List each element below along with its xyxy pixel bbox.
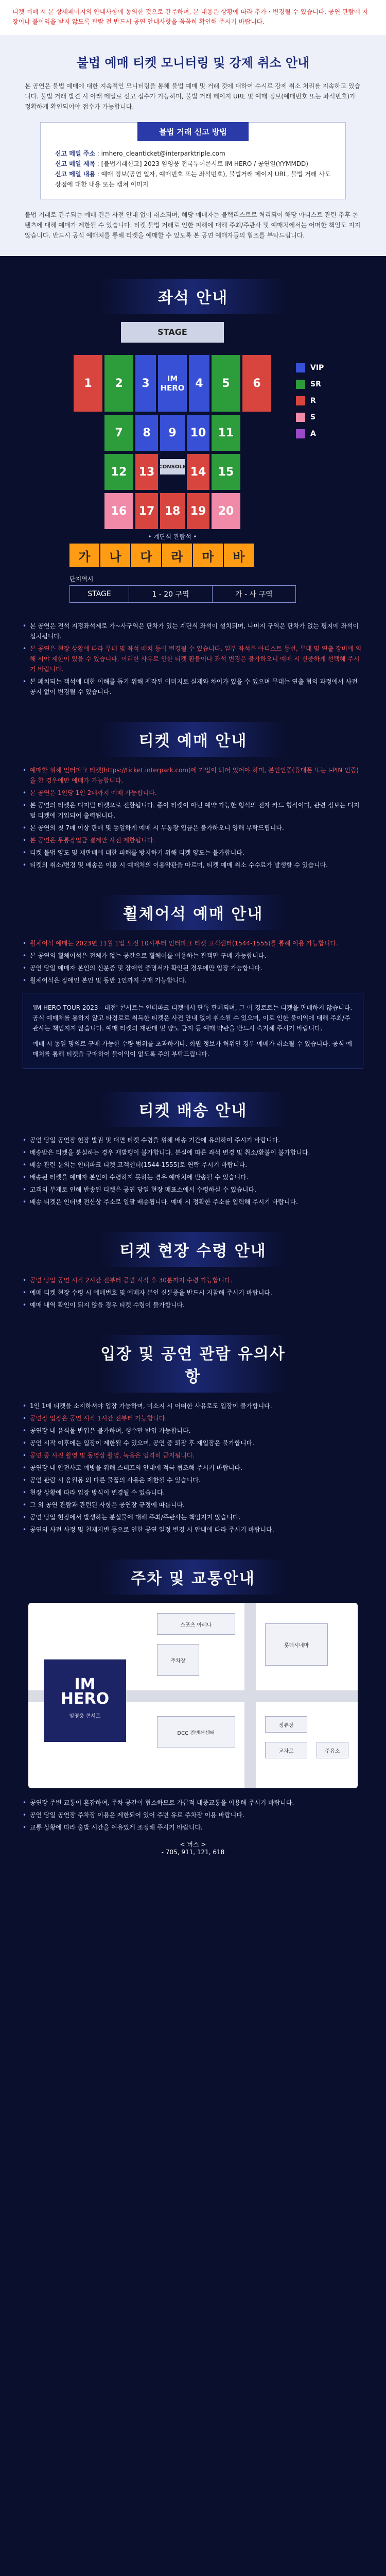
seat-block-4[interactable]: 4 [189, 355, 209, 412]
ticket-item: • 본 공연의 첫 7매 이상 판매 및 동일하게 예매 시 무통장 입금은 불가하오니 양해 부탁드립니다. [23, 823, 363, 833]
logo-text: HERO [60, 1690, 110, 1708]
entry-item: • 공연장 내 안전사고 예방을 위해 스태프의 안내에 적극 협조해 주시기 바랍니다. [23, 1463, 363, 1473]
pickup-item: • 공연 당일 공연 시작 2시간 전부터 공연 시작 후 30분까지 수령 가능합니다. [23, 1275, 363, 1285]
wheelchair-box-text: 'IM HERO TOUR 2023 - 대전' 콘서트는 인터파크 티켓에서 단독 판매되며, 그 이 경로로는 티켓을 판매하지 않습니다. 공식 예매처를 통하지 않고 타경로로 취득한 티켓은 사전 안내 없이 취소될 수 있으며, 이로 인한 불이익에 대해 주최/주관사는 책임지지 않습니다. 예매 티켓의 재판매 및 양도 금지 등 예매 약관을 반드시 숙지해 주시기 바랍니다. [32, 1004, 353, 1032]
pickup-item: • 예매 티켓 현장 수령 시 예매번호 및 예매자 본인 신분증을 반드시 지참해 주시기 바랍니다. [23, 1287, 363, 1298]
map-place: 주차장 [157, 1644, 199, 1676]
map-place: 정류장 [265, 1716, 307, 1733]
delivery-item: • 배송된 티켓을 예매자 본인이 수령하지 못하는 경우 예매처에 반송될 수 있습니다. [23, 1172, 363, 1182]
seat-block-14[interactable]: 14 [187, 454, 209, 490]
stand-block-da[interactable]: 다 [131, 544, 161, 567]
wheelchair-item: • 공연 당일 예매자 본인의 신분증 및 장애인 증명서가 확인된 경우에만 입장 가능합니다. [23, 963, 363, 973]
legend-s [296, 413, 332, 422]
entry-item: • 공연장 입장은 공연 시작 1시간 전부터 가능합니다. [23, 1413, 363, 1423]
seat-block-11[interactable]: 11 [212, 415, 240, 451]
seat-block-19[interactable]: 19 [187, 493, 209, 529]
ticket-section-title: 티켓 예매 안내 [100, 722, 286, 757]
pickup-section [0, 1209, 386, 1310]
seat-block-6[interactable]: 6 [242, 355, 271, 412]
wheelchair-item: • 휠체어석은 장애인 본인 및 동반 1인까지 구매 가능합니다. [23, 975, 363, 986]
map-place: 스포츠 아레나 [157, 1613, 235, 1635]
wheelchair-section-title: 휠체어석 예매 안내 [100, 895, 286, 930]
seat-map [49, 322, 337, 611]
delivery-section-title: 티켓 배송 안내 [100, 1092, 286, 1127]
map-place: DCC 컨벤션센터 [157, 1716, 235, 1748]
entry-item: • 공연 관람 시 응원봉 외 다른 물품의 사용은 제한될 수 있습니다. [23, 1475, 363, 1485]
seat-note: • 본 공연은 전석 지정좌석제로 가~사구역은 단차가 있는 계단식 좌석이 설치되며, 나머지 구역은 단차가 없는 평지에 좌석이 설치됩니다. [23, 621, 363, 641]
entry-item: • 공연의 사전 사정 및 천재지변 등으로 인한 공연 일정 변경 시 안내에 따라 주시기 바랍니다. [23, 1524, 363, 1535]
wheelchair-box-foot: 예매 시 동일 명의로 구매 가능한 수량 범위를 초과하거나, 회원 정보가 허위인 경우 예매가 취소될 수 있습니다. 공식 예매처를 통해 티켓을 구매하여 불이익이 없도록 주의 부탁드립니다. [32, 1040, 353, 1058]
seat-block-17[interactable]: 17 [135, 493, 158, 529]
location-notes [23, 1798, 363, 1833]
logo-text: IM [74, 1675, 96, 1693]
bus-label: < 버스 > [180, 1841, 206, 1848]
seat-block-12[interactable]: 12 [104, 454, 133, 490]
row-key: 신고 메일 주소 [55, 150, 95, 157]
pickup-list [23, 1275, 363, 1310]
row-value: 예매 정보(공연 일자, 예매번호 또는 좌석번호), 불법거래 페이지 URL, 불법 거래 사도 장점에 대한 내용 또는 캡쳐 이미지 [55, 171, 331, 188]
illegal-ticket-notice [0, 35, 386, 256]
seat-notes [23, 621, 363, 697]
location-note: • 공연 당일 공연장 주차장 이용은 제한되어 있어 주변 유료 주차장 이용 바랍니다. [23, 1810, 363, 1820]
entry-item: • 공연장 내 음식물 반입은 불가하며, 생수만 반입 가능합니다. [23, 1426, 363, 1436]
seat-block-13[interactable]: 13 [135, 454, 158, 490]
illegal-notice-footer: 불법 거래로 간주되는 예매 건은 사전 안내 없이 취소되며, 해당 예매자는 블랙리스트로 처리되어 해당 아티스트 관련 추후 콘텐츠에 대해 예매가 제한될 수 있습니다. 티켓 불법 거래로 인한 피해에 대해 주최/주관사 및 예매처에서는 어떠한 책임도 지지 않습니다. 반드시 공식 예매처를 통해 티켓을 예매할 수 있도록 본 공연 예매자들의 협조를 부탁드립니다. [25, 211, 361, 239]
stand-block-ra[interactable]: 라 [162, 544, 192, 567]
illegal-notice-title: 불법 예매 티켓 모니터링 및 강제 취소 안내 [76, 56, 310, 70]
pickup-item: • 예매 내역 확인이 되지 않을 경우 티켓 수령이 불가합니다. [23, 1300, 363, 1310]
entry-item: • 공연 당일 현장에서 발생하는 분실물에 대해 주최/주관사는 책임지지 않습니다. [23, 1512, 363, 1522]
console: CONSOLE [160, 459, 185, 474]
seat-height-table [69, 574, 296, 603]
legend-a [296, 429, 332, 438]
location-section-title: 주차 및 교통안내 [100, 1560, 286, 1595]
seat-block-7[interactable]: 7 [104, 415, 133, 451]
stand-block-ba[interactable]: 바 [224, 544, 254, 567]
report-method-box [40, 122, 346, 199]
seat-block-5[interactable]: 5 [212, 355, 240, 412]
ticket-item: • 본 공연은 무통장입금 결제만 사전 제한됩니다. [23, 835, 363, 845]
table-cell: 1 - 20 구역 [129, 586, 213, 603]
entry-list [23, 1401, 363, 1535]
ticket-item: • 본 공연의 티켓은 디지털 티켓으로 전환됩니다. 종이 티켓이 아닌 예약 가능한 형식의 전자 카드 형식이며, 관련 정보는 디지털 티켓에 기입되어 출력됩니다. [23, 800, 363, 821]
map-place: 롯데시네마 [265, 1623, 328, 1666]
delivery-item: • 배송받은 티켓을 분실하는 경우 재발행이 불가합니다. 분실에 따른 좌석 변경 및 취소/환불이 불가합니다. [23, 1147, 363, 1158]
legend-label: SR [310, 380, 321, 388]
height-table [69, 585, 296, 603]
legend-vip [296, 363, 332, 372]
seat-legend [296, 363, 332, 446]
delivery-item: • 배송 관련 문의는 인터파크 티켓 고객센터(1544-1555)로 연락 주시기 바랍니다. [23, 1160, 363, 1170]
ticket-section [0, 699, 386, 870]
entry-section-title: 입장 및 공연 관람 유의사항 [100, 1335, 286, 1393]
report-row-subject: 신고 메일 제목 : [불법거래신고] 2023 임영웅 전국투어콘서트 IM HERO / 공연일(YYMMDD) [55, 160, 308, 167]
stage-logo: IM HERO [158, 355, 187, 412]
location-note: • 공연장 주변 교통이 혼잡하여, 주차 공간이 협소하므로 가급적 대중교통을 이용해 주시기 바랍니다. [23, 1798, 363, 1808]
entry-item: • 공연 시작 이후에는 입장이 제한될 수 있으며, 공연 중 퇴장 후 재입장은 불가합니다. [23, 1438, 363, 1448]
legend-r [296, 396, 332, 405]
pickup-section-title: 티켓 현장 수령 안내 [100, 1232, 286, 1267]
seat-note: • 본 패치되는 객석에 대한 이해를 돕기 위해 제작된 이미지로 실제와 차이가 있을 수 있으며 무대는 연출 협의 과정에서 사전 공지 없이 변경될 수 있습니다. [23, 676, 363, 697]
seat-block-9[interactable]: 9 [160, 415, 185, 451]
row-value: [불법거래신고] 2023 임영웅 전국투어콘서트 IM HERO / 공연일(YYMMDD) [101, 160, 308, 167]
legend-label: S [310, 413, 316, 421]
wheelchair-section [0, 872, 386, 1069]
seat-note: • 본 공연은 현장 상황에 따라 무대 및 좌석 배치 등이 변경될 수 있습니다. 일부 좌석은 아티스트 동선, 무대 및 연출 장비에 의해 시야 제한이 있을 수 있습니다. 이러한 사유로 인한 티켓 환불이나 좌석 변경은 불가하오니 예매 시 신중하게 선택해 주시기 바랍니다. [23, 643, 363, 674]
wheelchair-box [23, 993, 363, 1069]
report-email-link[interactable]: imhero_cleanticket@interparktriple.com [101, 150, 225, 157]
report-row-content: 신고 메일 내용 : 예매 정보(공연 일자, 예매번호 또는 좌석번호), 불법거래 페이지 URL, 불법 거래 사도 장점에 대한 내용 또는 캡쳐 이미지 [55, 171, 331, 188]
seat-block-1[interactable]: 1 [74, 355, 102, 412]
row-key: 신고 메일 제목 [55, 160, 95, 167]
illegal-notice-body: 본 공연은 불법 예매에 대한 지속적인 모니터링을 통해 불법 예매 및 거래 것에 대하여 수시로 강제 취소 처리를 지속하고 있습니다. 불법 거래 발견 시 아래 메일로 신고 접수가 가능하며, 불법 거래 페이지 URL 및 예매 정보(예매번호 또는 좌석번호)가 정확하게 확인되어야 접수가 가능합니다. [25, 82, 361, 110]
ticket-list [23, 765, 363, 870]
ticket-item: • 티켓 불법 양도 및 재판매에 대한 피해를 방지하기 위해 티켓 양도는 불가합니다. [23, 848, 363, 858]
location-section [0, 1537, 386, 1856]
seat-block-2[interactable]: 2 [104, 355, 133, 412]
stand-block-na[interactable]: 나 [100, 544, 130, 567]
standing-label: • 계단식 관람석 • [148, 533, 197, 540]
delivery-item: • 고객의 부재로 인해 반송된 티켓은 공연 당일 현장 매표소에서 수령하실 수 있습니다. [23, 1184, 363, 1195]
table-caption: 단지역시 [69, 575, 94, 583]
bus-lines: - 705, 911, 121, 618 [161, 1849, 225, 1856]
wheelchair-item: • 본 공연의 휠체어석은 전체가 없는 공간으로 휠체어를 이용하는 관객만 구매 가능합니다. [23, 951, 363, 961]
entry-item: • 1인 1매 티켓을 소지하셔야 입장 가능하며, 미소지 시 어떠한 사유로도 입장이 불가합니다. [23, 1401, 363, 1411]
stand-block-ga[interactable]: 가 [69, 544, 99, 567]
table-cell: 가 - 사 구역 [212, 586, 295, 603]
concert-logo [44, 1659, 126, 1742]
delivery-section [0, 1069, 386, 1207]
report-row-email: 신고 메일 주소 : imhero_cleanticket@interparktriple.com [55, 150, 225, 157]
top-warning [0, 0, 386, 35]
map-place: 주유소 [317, 1742, 348, 1758]
wheelchair-list [23, 938, 363, 986]
stand-row [69, 544, 255, 567]
stand-block-ma[interactable]: 마 [193, 544, 223, 567]
seat-block-3[interactable]: 3 [135, 355, 156, 412]
seat-block-18[interactable]: 18 [160, 493, 185, 529]
table-cell: STAGE [70, 586, 129, 603]
entry-section [0, 1312, 386, 1535]
entry-item: • 공연 중 사진 촬영 및 동영상 촬영, 녹음은 엄격히 금지됩니다. [23, 1450, 363, 1461]
top-warning-text: 티켓 예매 시 본 상세페이지의 안내사항에 동의한 것으로 간주하며, 본 내용은 상황에 따라 추가・변경될 수 있습니다. 공연 관람에 지장이나 불이익을 받지 않도록 관람 전 반드시 공연 안내사항을 꼼꼼히 확인해 주시기 바랍니다. [12, 8, 369, 25]
legend-label: A [310, 430, 316, 438]
delivery-item: • 배송 티켓은 인터넷 전산상 주소로 일괄 배송됩니다. 예매 시 정확한 주소를 입력해 주시기 바랍니다. [23, 1197, 363, 1207]
entry-item: • 그 외 공연 관람과 관련된 사항은 공연장 규정에 따릅니다. [23, 1500, 363, 1510]
delivery-list [23, 1135, 363, 1207]
logo-subtext: 임영웅 콘서트 [69, 1714, 101, 1719]
entry-item: • 현장 상황에 따라 입장 방식이 변경될 수 있습니다. [23, 1487, 363, 1498]
seat-block-20[interactable]: 20 [212, 493, 240, 529]
seat-block-8[interactable]: 8 [135, 415, 158, 451]
legend-label: VIP [310, 364, 324, 372]
seat-section-title: 좌석 안내 [100, 279, 286, 314]
wheelchair-item: • 휠체어석 예매는 2023년 11월 1일 오전 10시부터 인터파크 티켓 고객센터(1544-1555)를 통해 이용 가능합니다. [23, 938, 363, 948]
ticket-item: • 예매할 위해 인터파크 티켓(https://ticket.interpark.com)에 가입이 되어 있어야 하며, 본인인증(휴대폰 또는 I-PIN 인증)을 한 경우에만 예매가 가능합니다. [23, 765, 363, 786]
map-road [244, 1603, 256, 1788]
ticket-item: • 본 공연은 1인당 1인 2매까지 예매 가능합니다. [23, 788, 363, 798]
seat-section [0, 256, 386, 697]
report-method-title: 불법 거래 신고 방법 [137, 122, 249, 141]
location-note: • 교통 상황에 따라 출발 시간을 여유있게 조정해 주시기 바랍니다. [23, 1822, 363, 1833]
row-key: 신고 메일 내용 [55, 171, 95, 178]
venue-map[interactable] [28, 1603, 358, 1788]
legend-label: R [310, 397, 316, 405]
map-place: 교차로 [265, 1742, 307, 1758]
seat-block-15[interactable]: 15 [212, 454, 240, 490]
seat-block-10[interactable]: 10 [187, 415, 209, 451]
seat-block-16[interactable]: 16 [104, 493, 133, 529]
ticket-item: • 티켓의 취소/변경 및 배송은 이용 시 예매처의 이용약관을 따르며, 티켓 예매 취소 수수료가 발생할 수 있습니다. [23, 860, 363, 870]
delivery-item: • 공연 당일 공연장 현장 발권 및 대면 티켓 수령을 위해 배송 기간에 유의하여 주시기 바랍니다. [23, 1135, 363, 1145]
legend-sr [296, 380, 332, 389]
stage: STAGE [121, 322, 224, 343]
